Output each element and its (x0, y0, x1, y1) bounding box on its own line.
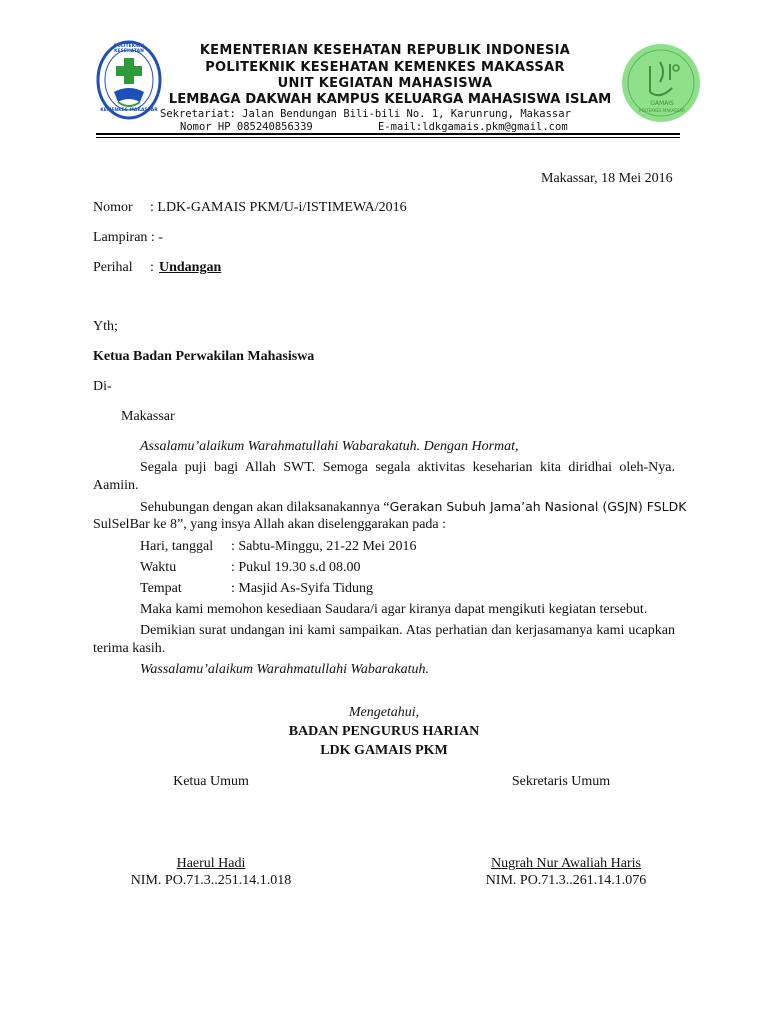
detail-label-place: Tempat (140, 581, 182, 596)
detail-label-time: Waktu (140, 560, 177, 575)
perihal-label: Perihal (93, 260, 133, 275)
paragraph-2-line-2: SulSelBar ke 8”, yang insya Allah akan diselenggarakan pada : (93, 517, 447, 532)
paragraph-2-intro: Sehubungan dengan akan dilaksanakannya “ (140, 500, 390, 515)
logo-bottom-text: KEMENKES MAKASSAR (100, 108, 158, 113)
nomor-value: : LDK-GAMAIS PKM/U-i/ISTIMEWA/2016 (150, 200, 407, 215)
ministry-title: KEMENTERIAN KESEHATAN REPUBLIK INDONESIA (199, 43, 571, 58)
detail-value-place: : Masjid As-Syifa Tidung (231, 581, 373, 596)
opening-greeting: Assalamu’alaikum Warahmatullahi Wabarakatuh. Dengan Hormat, (140, 439, 519, 454)
paragraph-4-line-2: terima kasih. (93, 641, 166, 656)
right-signer-name: Nugrah Nur Awaliah Haris (491, 856, 641, 871)
place-date: Makassar, 18 Mei 2016 (541, 171, 673, 186)
paragraph-3: Maka kami memohon kesediaan Saudara/i agar kiranya dapat mengikuti kegiatan tersebut. (140, 602, 648, 617)
letterhead-rule-thin (96, 137, 680, 138)
left-signer-name: Haerul Hadi (176, 856, 246, 871)
di: Di- (93, 379, 112, 394)
paragraph-1-line-2: Aamiin. (93, 478, 139, 493)
detail-value-time: : Pukul 19.30 s.d 08.00 (231, 560, 361, 575)
closing-greeting: Wassalamu’alaikum Warahmatullahi Wabarakatuh. (140, 662, 429, 677)
nomor-label: Nomor (93, 200, 133, 215)
perihal-value: Undangan (159, 260, 222, 275)
letterhead-rule-thick (96, 133, 680, 135)
recipient-city: Makassar (121, 409, 175, 424)
mengetahui: Mengetahui, (348, 705, 420, 720)
org-name-2: LDK GAMAIS PKM (320, 743, 448, 758)
lembaga-title: LEMBAGA DAKWAH KAMPUS KELUARGA MAHASISWA ISLAM (168, 92, 612, 107)
right-signer-title: Sekretaris Umum (511, 774, 611, 789)
secretariat-address: Sekretariat: Jalan Bendungan Bili-bili No. 1, Karunrung, Makassar (160, 108, 571, 120)
logo-mark-text: GAMAIS (650, 100, 674, 107)
paragraph-1-line-1: Segala puji bagi Allah SWT. Semoga segala aktivitas keseharian kita diridhai oleh-Nya. (140, 460, 675, 475)
perihal-colon: : (150, 260, 154, 275)
right-signer-nim: NIM. PO.71.3..261.14.1.076 (485, 873, 647, 888)
event-name: Gerakan Subuh Jama’ah Nasional (GSJN) FSLDK (389, 499, 687, 514)
logo-caption-text: POLTEKKES MAKASSAR (639, 108, 685, 113)
yth: Yth; (93, 319, 118, 334)
logo-top-text: POLITEKNIK KESEHATAN (113, 44, 145, 54)
contact-phone: Nomor HP 085240856339 (180, 121, 313, 133)
left-signer-title: Ketua Umum (173, 774, 249, 789)
recipient: Ketua Badan Perwakilan Mahasiswa (93, 349, 315, 364)
contact-email: E-mail:ldkgamais.pkm@gmail.com (378, 121, 568, 133)
paragraph-2-line-1 (140, 498, 686, 517)
lampiran: Lampiran : - (93, 230, 163, 245)
org-name-1: BADAN PENGURUS HARIAN (288, 724, 480, 739)
detail-label-date: Hari, tanggal (140, 539, 214, 554)
polytechnic-title: POLITEKNIK KESEHATAN KEMENKES MAKASSAR (205, 60, 565, 75)
paragraph-4-line-1: Demikian surat undangan ini kami sampaikan. Atas perhatian dan kerjasamanya kami ucapkan (140, 623, 675, 638)
ukm-title: UNIT KEGIATAN MAHASISWA (277, 76, 493, 91)
detail-value-date: : Sabtu-Minggu, 21-22 Mei 2016 (231, 539, 417, 554)
left-signer-nim: NIM. PO.71.3..251.14.1.018 (130, 873, 292, 888)
